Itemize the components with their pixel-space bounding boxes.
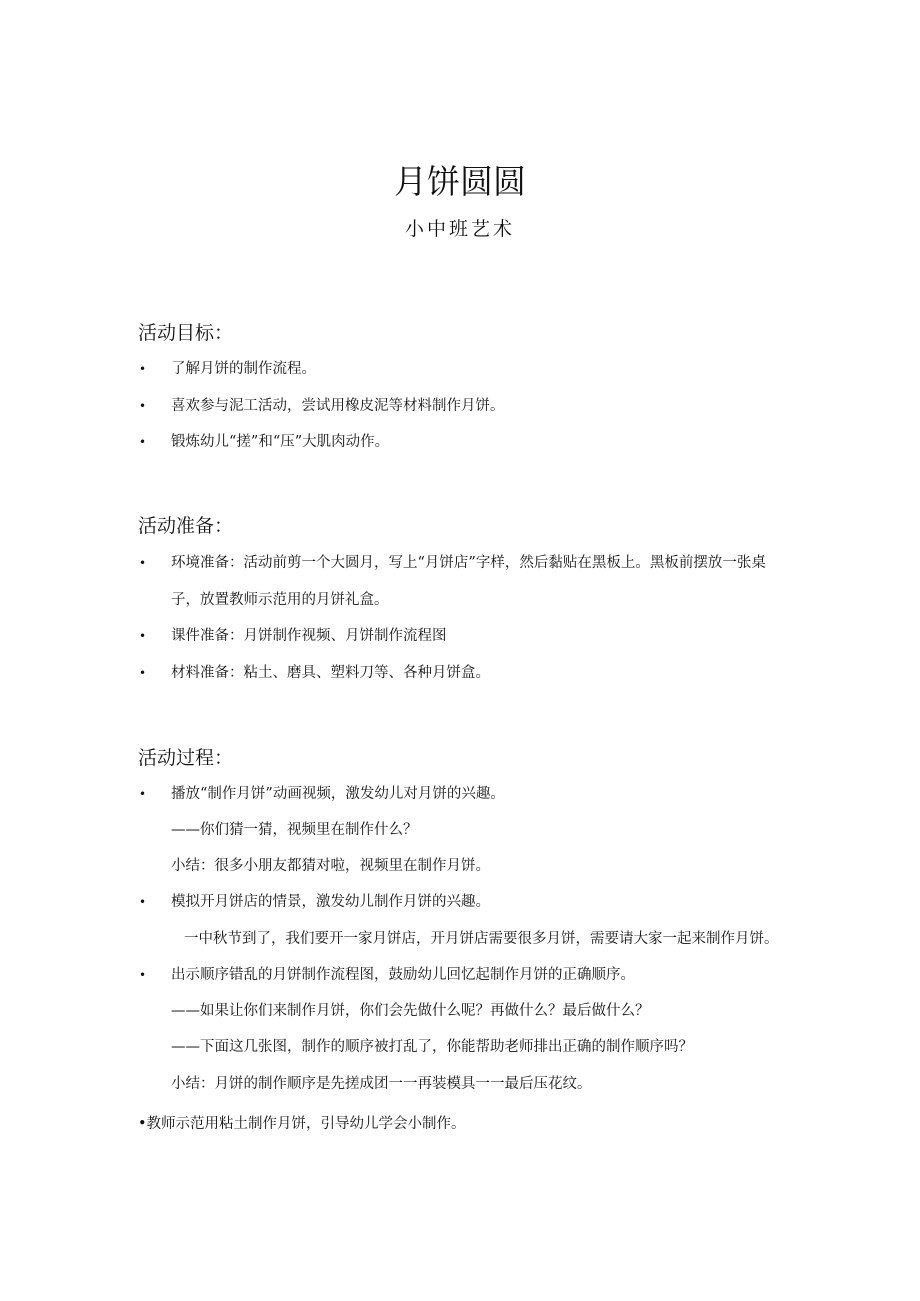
bullet-icon: • — [139, 362, 147, 376]
process-step1-question: ——你们猜一猜，视频里在制作什么？ — [171, 822, 418, 838]
bullet-icon: • — [139, 666, 147, 680]
process-step3: 出示顺序错乱的月饼制作流程图，鼓励幼儿回忆起制作月饼的正确顺序。 — [171, 967, 635, 983]
section-heading-prep: 活动准备： — [138, 515, 234, 537]
process-step3-question2: ——下面这几张图，制作的顺序被打乱了，你能帮助老师排出正确的制作顺序吗？ — [171, 1039, 693, 1055]
bullet-icon: • — [139, 629, 147, 643]
bullet-icon: • — [139, 968, 147, 982]
page-title: 月饼圆圆 — [394, 162, 526, 201]
goal-item: 喜欢参与泥工活动，尝试用橡皮泥等材料制作月饼。 — [171, 398, 505, 414]
prep-env-line2: 子，放置教师示范用的月饼礼盒。 — [171, 592, 389, 608]
bullet-icon: • — [139, 399, 147, 413]
bullet-icon: • — [139, 435, 147, 449]
process-step2-text: 一中秋节到了，我们要开一家月饼店，开月饼店需要很多月饼，需要请大家一起来制作月饼。 — [184, 931, 779, 947]
process-step1: 播放“制作月饼”动画视频，激发幼儿对月饼的兴趣。 — [171, 786, 505, 802]
section-heading-process: 活动过程： — [138, 747, 234, 769]
bullet-icon: • — [139, 787, 147, 801]
process-step3-summary: 小结：月饼的制作顺序是先搓成团一一再装模具一一最后压花纹。 — [171, 1076, 592, 1092]
goal-item: 锻炼幼儿“搓”和“压”大肌肉动作。 — [171, 434, 390, 450]
process-step2: 模拟开月饼店的情景，激发幼儿制作月饼的兴趣。 — [171, 894, 490, 910]
prep-materials: 材料准备：粘土、磨具、塑料刀等、各种月饼盒。 — [171, 665, 490, 681]
page-subtitle: 小中班艺术 — [404, 218, 515, 240]
section-heading-goals: 活动目标： — [138, 322, 234, 344]
goal-item: 了解月饼的制作流程。 — [171, 361, 316, 377]
bullet-icon: • — [139, 556, 147, 570]
process-step4: •教师示范用粘土制作月饼，引导幼儿学会小制作。 — [138, 1116, 466, 1132]
process-step1-summary: 小结：很多小朋友都猜对啦，视频里在制作月饼。 — [171, 858, 490, 874]
prep-course: 课件准备：月饼制作视频、月饼制作流程图 — [171, 628, 447, 644]
bullet-icon: • — [139, 895, 147, 909]
process-step3-question1: ——如果让你们来制作月饼，你们会先做什么呢？再做什么？最后做什么？ — [171, 1003, 650, 1019]
prep-env-line1: 环境准备：活动前剪一个大圆月，写上“月饼店”字样，然后黏贴在黑板上。黑板前摆放一张桌 — [171, 555, 766, 571]
